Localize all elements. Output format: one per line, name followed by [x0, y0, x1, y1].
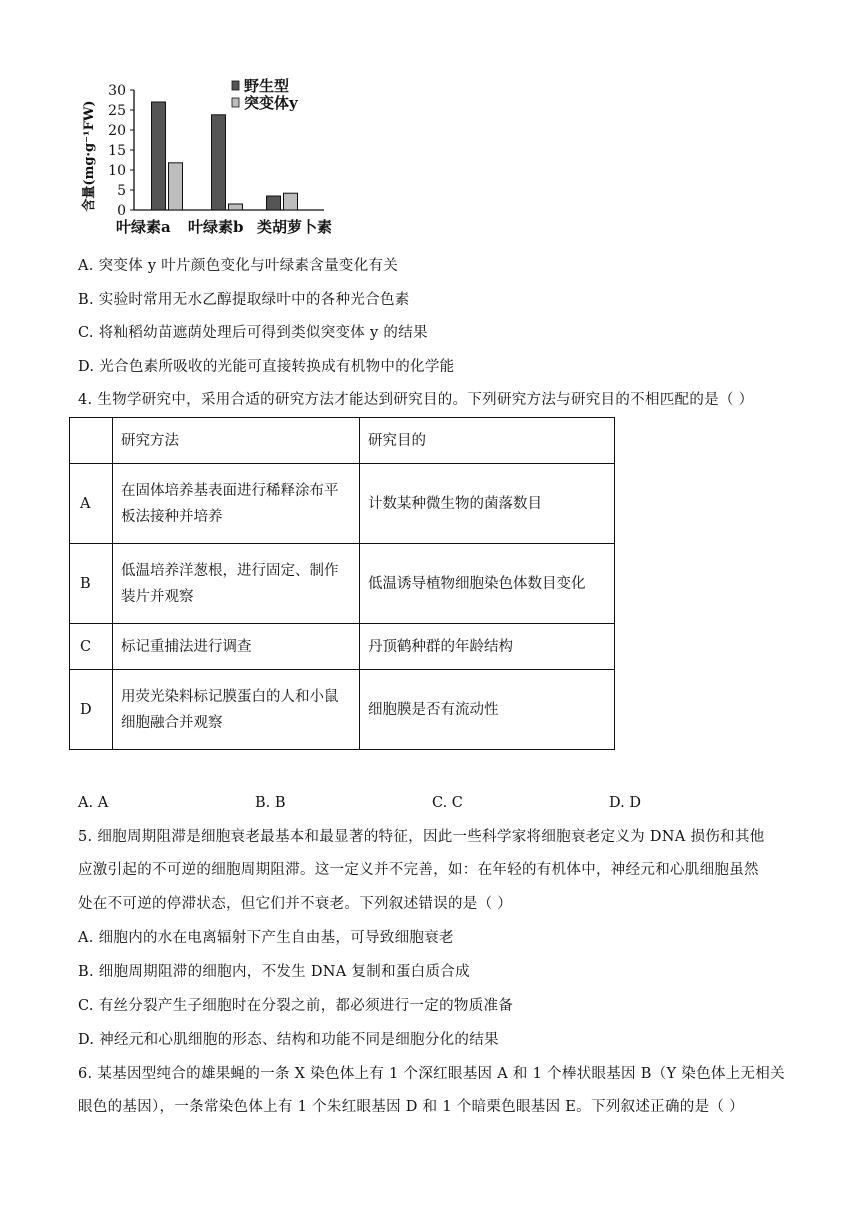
row-method-line: 用荧光染料标记膜蛋白的人和小鼠 — [121, 688, 339, 705]
q4-option-d: D. D — [609, 795, 641, 811]
y-tick-label: 5 — [117, 183, 126, 199]
row-purpose: 细胞膜是否有流动性 — [360, 670, 615, 750]
q3-option-b: B. 实验时常用无水乙醇提取绿叶中的各种光合色素 — [78, 292, 410, 308]
table-header-method: 研究方法 — [113, 418, 360, 464]
y-tick-label: 10 — [108, 163, 126, 179]
table-row — [70, 624, 615, 670]
x-tick-label: 叶绿素b — [188, 218, 244, 236]
y-tick-label: 0 — [117, 203, 126, 219]
row-letter: C — [70, 624, 113, 670]
q5-option-c: C. 有丝分裂产生子细胞时在分裂之前，都必须进行一定的物质准备 — [78, 998, 514, 1014]
q5-option-b: B. 细胞周期阻滞的细胞内，不发生 DNA 复制和蛋白质合成 — [78, 964, 470, 980]
q3-option-c: C. 将籼稻幼苗遮荫处理后可得到类似突变体 y 的结果 — [78, 325, 428, 341]
q5-option-d: D. 神经元和心肌细胞的形态、结构和功能不同是细胞分化的结果 — [78, 1032, 499, 1048]
q6-stem-line: 6. 某基因型纯合的雄果蝇的一条 X 染色体上有 1 个深红眼基因 A 和 1 个棒状眼基因 B（Y 染色体上无相关 — [78, 1066, 785, 1082]
q5-option-a: A. 细胞内的水在电离辐射下产生自由基，可导致细胞衰老 — [78, 930, 454, 946]
row-letter: D — [70, 670, 113, 750]
row-method — [113, 544, 360, 624]
bar — [284, 193, 298, 210]
row-method-line: 在固体培养基表面进行稀释涂布平 — [121, 482, 339, 499]
row-method-line: 细胞融合并观察 — [121, 714, 223, 731]
q5-stem-line: 5. 细胞周期阻滞是细胞衰老最基本和最显著的特征，因此一些科学家将细胞衰老定义为 DNA 损伤和其他 — [78, 829, 765, 845]
q4-option-c: C. C — [432, 795, 463, 811]
row-purpose: 丹顶鹤种群的年龄结构 — [360, 624, 615, 670]
x-tick-label: 叶绿素a — [116, 218, 171, 236]
q3-option-d: D. 光合色素所吸收的光能可直接转换成有机物中的化学能 — [78, 359, 455, 375]
row-method-line: 低温培养洋葱根，进行固定、制作 — [121, 562, 339, 579]
row-purpose: 计数某种微生物的菌落数目 — [360, 464, 615, 544]
bar — [212, 115, 226, 210]
row-method — [113, 670, 360, 750]
y-tick-label: 30 — [108, 83, 126, 99]
y-tick-label: 15 — [108, 143, 126, 159]
table-header-row — [70, 418, 615, 464]
row-method-line: 标记重捕法进行调查 — [121, 638, 252, 655]
q5-stem-line: 处在不可逆的停滞状态，但它们并不衰老。下列叙述错误的是（ ） — [78, 896, 513, 912]
table-header-purpose: 研究目的 — [360, 418, 615, 464]
bar — [229, 204, 243, 210]
bars — [152, 102, 298, 210]
x-tick-label: 类胡萝卜素 — [257, 218, 333, 236]
x-axis-labels — [116, 218, 332, 236]
row-method — [113, 464, 360, 544]
q6-stem-line: 眼色的基因），一条常染色体上有 1 个朱红眼基因 D 和 1 个暗栗色眼基因 E。下列叙述正确的是（ ） — [78, 1099, 744, 1115]
q4-table — [69, 417, 615, 750]
q4-stem: 4. 生物学研究中，采用合适的研究方法才能达到研究目的。下列研究方法与研究目的不相匹配的是（ ） — [78, 392, 754, 408]
row-method-line: 装片并观察 — [121, 588, 194, 605]
bar — [267, 196, 281, 210]
row-purpose: 低温诱导植物细胞染色体数目变化 — [360, 544, 615, 624]
table-row — [70, 544, 615, 624]
row-letter: A — [70, 464, 113, 544]
bar — [169, 163, 183, 210]
q4-option-b: B. B — [255, 795, 286, 811]
legend-label: 突变体y — [244, 94, 298, 112]
row-letter: B — [70, 544, 113, 624]
y-tick-label: 25 — [108, 103, 126, 119]
row-method — [113, 624, 360, 670]
chart-legend — [232, 77, 299, 112]
table-row — [70, 464, 615, 544]
legend-swatch — [232, 81, 239, 90]
legend-swatch — [232, 98, 239, 107]
q3-option-a: A. 突变体 y 叶片颜色变化与叶绿素含量变化有关 — [78, 258, 399, 274]
bar — [152, 102, 166, 210]
row-method-line: 板法接种并培养 — [121, 508, 223, 525]
y-tick-label: 20 — [108, 123, 126, 139]
table-header-cell — [70, 418, 113, 464]
pigment-content-bar-chart — [72, 76, 362, 240]
q4-option-a: A. A — [78, 795, 109, 811]
y-axis-label: 含量(mg·g⁻¹FW) — [82, 100, 97, 212]
legend-label: 野生型 — [244, 77, 290, 95]
table-row — [70, 670, 615, 750]
q5-stem-line: 应激引起的不可逆的细胞周期阻滞。这一定义并不完善，如：在年轻的有机体中，神经元和心肌细胞虽然 — [78, 862, 759, 878]
